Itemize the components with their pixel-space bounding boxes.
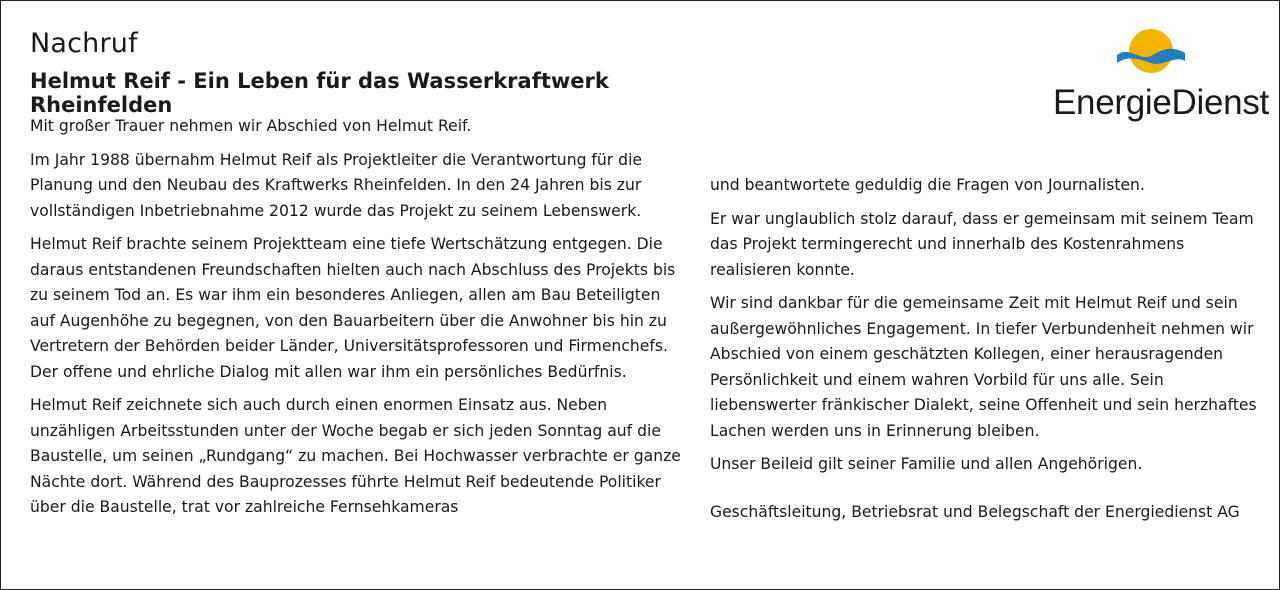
signature: Geschäftsleitung, Betriebsrat und Belegschaft der Energiedienst AG — [710, 502, 1240, 521]
page-title: Nachruf — [30, 28, 138, 59]
energiedienst-logo — [1051, 27, 1269, 127]
paragraph: und beantwortete geduldig die Fragen von Journalisten. — [710, 176, 1145, 194]
paragraph: Mit großer Trauer nehmen wir Abschied von Helmut Reif. — [30, 117, 472, 135]
paragraph: Im Jahr 1988 übernahm Helmut Reif als Projektleiter die Verantwortung für die Planung und den Neubau des Kraftwerks Rheinfelden. In den 24 Jahren bis zur vollständigen Inbetriebnahme 2012 wurde das Projekt zu seinem Lebenswerk. — [30, 150, 642, 220]
paragraph: Helmut Reif zeichnete sich auch durch einen enormen Einsatz aus. Neben unzähligen Arbeitsstunden unter der Woche begab er sich jeden Sonntag auf die Baustelle, um seinen „Rundgang“ zu machen. Bei Hochwasser verbrachte er ganze Nächte dort. Während des Bauprozesses führte Helmut Reif bedeutende Politiker über die Baustelle, trat vor zahlreiche Fernsehkameras — [30, 396, 681, 516]
right-column — [710, 173, 1270, 533]
left-column — [30, 114, 690, 529]
paragraph: Wir sind dankbar für die gemeinsame Zeit mit Helmut Reif und sein außergewöhnliches Engagement. In tiefer Verbundenheit nehmen wir Abschied von einem geschätzten Kollegen, einer herausragenden Persönlichkeit und einem wahren Vorbild für uns alle. Sein liebenswerter fränkischer Dialekt, seine Offenheit und sein herzhaftes Lachen werden uns in Erinnerung bleiben. — [710, 294, 1257, 440]
sun-water-logo-icon — [1115, 27, 1187, 83]
page-subtitle: Helmut Reif - Ein Leben für das Wasserkraftwerk Rheinfelden — [30, 69, 609, 117]
logo-wordmark: EnergieDienst — [1053, 83, 1269, 122]
paragraph: Helmut Reif brachte seinem Projektteam eine tiefe Wertschätzung entgegen. Die daraus entstandenen Freundschaften hielten auch nach Abschluss des Projekts bis zu seinem Tod an. Es war ihm ein besonderes Anliegen, allen am Bau Beteiligten auf Augenhöhe zu begegnen, von den Bauarbeitern über die Anwohner bis hin zu Vertretern der Behörden beider Länder, Universitätsprofessoren und Firmenchefs. Der offene und ehrliche Dialog mit allen war ihm ein persönliches Bedürfnis. — [30, 235, 676, 381]
paragraph: Unser Beileid gilt seiner Familie und allen Angehörigen. — [710, 455, 1143, 473]
paragraph: Er war unglaublich stolz darauf, dass er gemeinsam mit seinem Team das Projekt termingerecht und innerhalb des Kostenrahmens realisieren konnte. — [710, 209, 1254, 279]
